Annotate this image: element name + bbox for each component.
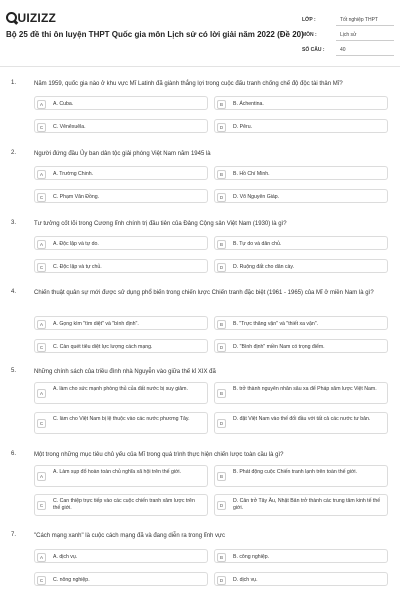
question-number: 1.	[11, 80, 17, 86]
option-text: C. làm cho Việt Nam bị lệ thuộc vào các nước phương Tây.	[53, 416, 190, 422]
question-number: 2.	[11, 150, 17, 156]
option-text: D. dịch vụ.	[233, 577, 258, 583]
logo-q-icon	[6, 12, 17, 23]
option-text: A. dịch vụ.	[53, 554, 78, 560]
option-letter: D	[217, 193, 226, 202]
option-text: D. "Bình định" miền Nam có trọng điểm.	[233, 344, 325, 350]
option-text: B. Tự do và dân chủ.	[233, 241, 282, 247]
option-a[interactable]	[34, 382, 208, 404]
option-text: C. Độc lập và tự chủ.	[53, 264, 102, 270]
option-c[interactable]	[34, 189, 208, 203]
option-letter: B	[217, 553, 226, 562]
meta-underline	[336, 55, 394, 56]
option-text: B. "Trực thăng vận" và "thiết xa vận".	[233, 321, 319, 327]
option-text: A. làm cho sức mạnh phòng thủ của đất nước bị suy giảm.	[53, 386, 188, 392]
option-letter: C	[37, 263, 46, 272]
option-b[interactable]	[214, 465, 388, 487]
meta-row-question-count	[296, 43, 394, 58]
meta-underline	[336, 40, 394, 41]
option-text: B. Hồ Chí Minh.	[233, 171, 270, 177]
option-letter: C	[37, 193, 46, 202]
meta-label: LỚP :	[302, 17, 316, 23]
option-c[interactable]	[34, 339, 208, 353]
option-b[interactable]	[214, 549, 388, 563]
option-c[interactable]	[34, 412, 208, 434]
meta-value: Tốt nghiệp THPT	[340, 17, 378, 23]
option-letter: A	[37, 240, 46, 249]
option-letter: B	[217, 389, 226, 398]
option-text: B. Áchentina.	[233, 101, 264, 107]
option-letter: C	[37, 123, 46, 132]
option-c[interactable]	[34, 259, 208, 273]
option-letter: D	[217, 501, 226, 510]
option-d[interactable]	[214, 494, 388, 516]
option-b[interactable]	[214, 166, 388, 180]
question-text: Chiến thuật quân sự mới được sử dụng phổ biến trong chiến lược Chiến tranh đặc biệt (1961 - 1965) của Mĩ ở miền Nam là gì?	[34, 290, 374, 296]
option-letter: B	[217, 170, 226, 179]
option-letter: A	[37, 170, 46, 179]
option-letter: C	[37, 343, 46, 352]
option-letter: D	[217, 263, 226, 272]
question-text: Những chính sách của triều đình nhà Nguyễn vào giữa thế kỉ XIX đã	[34, 369, 216, 375]
option-text: C. Phạm Văn Đồng.	[53, 194, 100, 200]
option-letter: B	[217, 240, 226, 249]
header	[0, 0, 400, 68]
option-d[interactable]	[214, 412, 388, 434]
question-number: 5.	[11, 368, 17, 374]
option-text: A. Gọng kìm "tìm diệt" và "bình định".	[53, 321, 139, 327]
logo-text: UIZIZZ	[17, 11, 57, 25]
option-d[interactable]	[214, 259, 388, 273]
question-number: 4.	[11, 289, 17, 295]
meta-underline	[336, 25, 394, 26]
header-divider	[0, 66, 400, 67]
option-a[interactable]	[34, 166, 208, 180]
question-text: Người đứng đầu Ủy ban dân tộc giải phóng Việt Nam năm 1945 là	[34, 151, 211, 157]
option-letter: B	[217, 320, 226, 329]
option-letter: C	[37, 501, 46, 510]
option-c[interactable]	[34, 494, 208, 516]
option-d[interactable]	[214, 189, 388, 203]
option-letter: C	[37, 576, 46, 585]
meta-table	[296, 13, 394, 58]
option-letter: D	[217, 123, 226, 132]
question-text: "Cách mạng xanh" là cuộc cách mạng đã và đang diễn ra trong lĩnh vực	[34, 533, 226, 539]
option-text: A. Độc lập và tự do.	[53, 241, 99, 247]
option-letter: A	[37, 100, 46, 109]
option-b[interactable]	[214, 382, 388, 404]
option-letter: D	[217, 576, 226, 585]
option-d[interactable]	[214, 339, 388, 353]
option-text: A. Làm sụp đổ hoàn toàn chủ nghĩa xã hội trên thế giới.	[53, 469, 181, 475]
question-number: 3.	[11, 220, 17, 226]
meta-value: 40	[340, 47, 346, 53]
option-text: D. đặt Việt Nam vào thế đối đầu với tất cả các nước tư bản.	[233, 416, 371, 422]
option-c[interactable]	[34, 572, 208, 586]
meta-row-grade	[296, 13, 394, 28]
option-letter: B	[217, 472, 226, 481]
option-letter: A	[37, 553, 46, 562]
option-c[interactable]	[34, 119, 208, 133]
meta-row-subject	[296, 28, 394, 43]
question-text: Năm 1959, quốc gia nào ở khu vực Mĩ Latinh đã giành thắng lợi trong cuộc đấu tranh chống chế độ độc tài thân Mĩ?	[34, 81, 343, 87]
option-text: A. Cuba.	[53, 101, 74, 107]
option-text: D. Võ Nguyên Giáp.	[233, 194, 280, 200]
option-letter: A	[37, 320, 46, 329]
option-text: C. Càn quét tiêu diệt lực lượng cách mạng.	[53, 344, 153, 350]
question-number: 7.	[11, 532, 17, 538]
option-d[interactable]	[214, 119, 388, 133]
option-letter: A	[37, 389, 46, 398]
option-b[interactable]	[214, 236, 388, 250]
option-text: D. Pêru.	[233, 124, 253, 130]
meta-label: SỐ CÂU :	[302, 47, 325, 53]
option-text: C. Vênêxuêla.	[53, 124, 86, 130]
option-text: C. nông nghiệp.	[53, 577, 90, 583]
option-letter: D	[217, 419, 226, 428]
option-d[interactable]	[214, 572, 388, 586]
option-text: B. Phát động cuộc Chiến tranh lạnh trên toàn thế giới.	[233, 469, 357, 475]
option-text: C. Can thiệp trực tiếp vào các cuộc chiến tranh xâm lược trên thế giới.	[53, 498, 195, 511]
option-letter: A	[37, 472, 46, 481]
quizizz-logo[interactable]	[6, 11, 56, 25]
document-title: Bộ 25 đề thi ôn luyện THPT Quốc gia môn Lịch sử có lời giải năm 2022 (Đề 20)	[6, 30, 304, 39]
option-b[interactable]	[214, 96, 388, 110]
option-letter: C	[37, 419, 46, 428]
option-a[interactable]	[34, 549, 208, 563]
option-a[interactable]	[34, 96, 208, 110]
option-a[interactable]	[34, 465, 208, 487]
question-text: Một trong những mục tiêu chủ yếu của Mĩ trong quá trình thực hiện chiến lược toàn cầu là gì?	[34, 452, 284, 458]
meta-label: MÔN :	[302, 32, 317, 38]
option-text: B. công nghiệp.	[233, 554, 270, 560]
option-letter: B	[217, 100, 226, 109]
question-text: Tư tưởng cốt lõi trong Cương lĩnh chính trị đầu tiên của Đảng Cộng sản Việt Nam (1930) là gì?	[34, 221, 287, 227]
option-b[interactable]	[214, 316, 388, 330]
option-text: D. Ruộng đất cho dân cày.	[233, 264, 295, 270]
option-letter: D	[217, 343, 226, 352]
question-number: 6.	[11, 451, 17, 457]
meta-value: Lịch sử	[340, 32, 357, 38]
option-text: B. trở thành nguyên nhân sâu xa để Pháp xâm lược Việt Nam.	[233, 386, 377, 392]
option-a[interactable]	[34, 236, 208, 250]
option-text: D. Cản trở Tây Âu, Nhật Bản trở thành các trung tâm kinh tế thế giới.	[233, 498, 381, 511]
option-text: A. Trường Chinh.	[53, 171, 94, 177]
option-a[interactable]	[34, 316, 208, 330]
